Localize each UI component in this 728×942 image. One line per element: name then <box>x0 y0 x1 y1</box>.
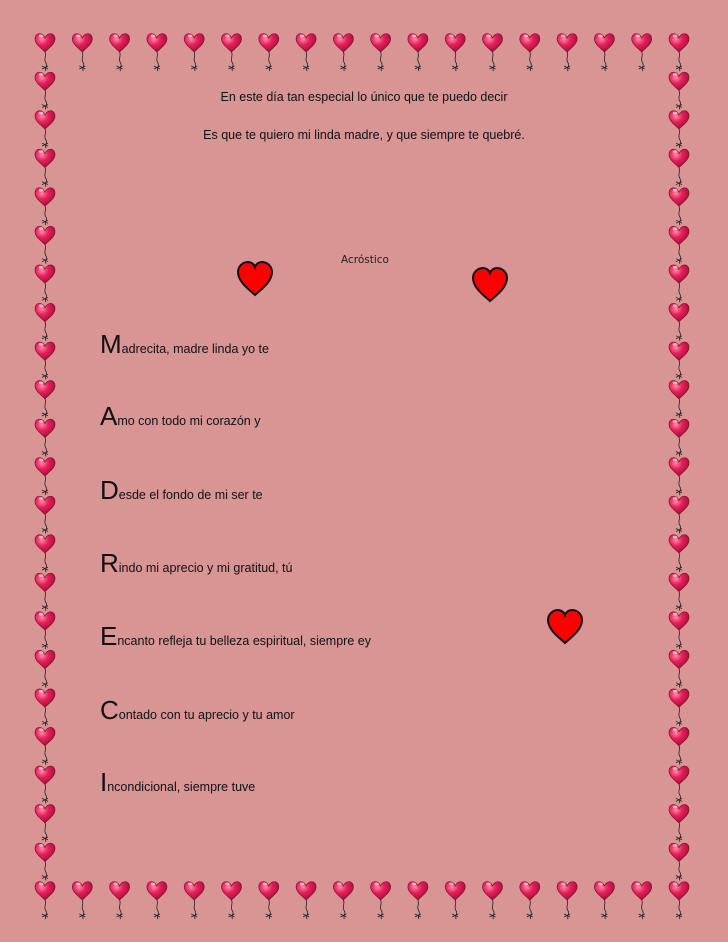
heart-balloon-icon <box>35 419 55 456</box>
heart-balloon-icon <box>669 265 689 302</box>
heart-balloon-icon <box>557 882 577 919</box>
acrostic-text: adrecita, madre linda yo te <box>121 342 269 356</box>
heart-balloon-icon <box>520 34 540 71</box>
acrostic-initial: D <box>100 475 119 505</box>
heart-balloon-icon <box>483 882 503 919</box>
heart-balloon-icon <box>632 882 652 919</box>
heart-balloon-icon <box>35 149 55 186</box>
intro-line-2: Es que te quiero mi linda madre, y que siempre te quebré. <box>203 128 525 142</box>
heart-balloon-icon <box>110 34 130 71</box>
acrostic-line <box>100 769 255 795</box>
acrostic-line <box>100 477 263 503</box>
acrostic-line <box>100 550 292 576</box>
acrostic-line <box>100 403 260 429</box>
acrostic-text: ontado con tu aprecio y tu amor <box>118 708 295 722</box>
heart-balloon-icon <box>333 882 353 919</box>
heart-balloon-icon <box>35 843 55 880</box>
heart-balloon-icon <box>35 34 55 71</box>
acrostic-text: indo mi aprecio y mi gratitud, tú <box>118 561 293 575</box>
heart-balloon-icon <box>35 381 55 418</box>
heart-balloon-icon <box>35 766 55 803</box>
heart-balloon-icon <box>184 882 204 919</box>
heart-balloon-icon <box>669 727 689 764</box>
heart-balloon-icon <box>669 612 689 649</box>
heart-balloon-icon <box>35 689 55 726</box>
acrostic-line <box>100 697 295 723</box>
heart-balloon-icon <box>35 650 55 687</box>
heart-balloon-icon <box>557 34 577 71</box>
heart-balloon-icon <box>333 34 353 71</box>
heart-balloon-icon <box>669 535 689 572</box>
heart-balloon-icon <box>371 882 391 919</box>
heart-balloon-icon <box>222 882 242 919</box>
heart-balloon-icon <box>259 34 279 71</box>
heart-balloon-icon <box>669 342 689 379</box>
heart-balloon-icon <box>184 34 204 71</box>
acrostic-text: ncondicional, siempre tuve <box>107 780 256 794</box>
acrostic-line <box>100 331 269 357</box>
heart-balloon-icon <box>72 34 92 71</box>
heart-balloon-icon <box>669 689 689 726</box>
acrostic-initial: R <box>100 548 119 578</box>
acrostic-initial: C <box>100 695 119 725</box>
acrostic-text: esde el fondo de mi ser te <box>118 488 263 502</box>
heart-balloon-icon <box>669 650 689 687</box>
heart-balloon-icon <box>35 612 55 649</box>
heart-balloon-icon <box>669 419 689 456</box>
heart-balloon-icon <box>35 496 55 533</box>
heart-balloon-icon <box>35 882 55 919</box>
heart-balloon-icon <box>296 34 316 71</box>
heart-balloon-icon <box>669 458 689 495</box>
heart-balloon-icon <box>669 882 689 919</box>
heart-balloon-icon <box>35 805 55 842</box>
heart-icon <box>470 266 510 304</box>
acrostic-line <box>100 623 371 649</box>
heart-balloon-icon <box>669 766 689 803</box>
heart-balloon-icon <box>445 34 465 71</box>
heart-balloon-icon <box>35 265 55 302</box>
heart-balloon-icon <box>594 34 614 71</box>
heart-balloon-icon <box>669 573 689 610</box>
heart-balloon-icon <box>35 188 55 225</box>
subtitle: Acróstico <box>341 254 389 266</box>
heart-balloon-icon <box>35 573 55 610</box>
heart-balloon-icon <box>35 342 55 379</box>
heart-balloon-icon <box>669 843 689 880</box>
heart-icon <box>545 608 585 646</box>
heart-balloon-icon <box>35 458 55 495</box>
heart-balloon-icon <box>445 882 465 919</box>
heart-balloon-icon <box>371 34 391 71</box>
heart-icon <box>235 260 275 298</box>
heart-balloon-icon <box>669 805 689 842</box>
heart-balloon-icon <box>669 226 689 263</box>
heart-balloon-icon <box>408 882 428 919</box>
heart-balloon-icon <box>296 882 316 919</box>
heart-balloon-icon <box>35 303 55 340</box>
heart-balloon-icon <box>632 34 652 71</box>
acrostic-initial: I <box>100 767 108 797</box>
acrostic-initial: E <box>100 621 118 651</box>
heart-balloon-icon <box>35 226 55 263</box>
heart-balloon-icon <box>147 882 167 919</box>
intro-line-1: En este día tan especial lo único que te puedo decir <box>220 90 508 104</box>
acrostic-initial: M <box>100 329 122 359</box>
heart-balloon-icon <box>35 727 55 764</box>
heart-balloon-icon <box>669 149 689 186</box>
heart-balloon-icon <box>222 34 242 71</box>
heart-balloon-icon <box>669 188 689 225</box>
heart-balloon-icon <box>594 882 614 919</box>
heart-balloon-icon <box>669 303 689 340</box>
acrostic-initial: A <box>100 401 118 431</box>
heart-balloon-icon <box>147 34 167 71</box>
heart-balloon-icon <box>72 882 92 919</box>
heart-balloon-icon <box>35 535 55 572</box>
heart-balloon-icon <box>669 381 689 418</box>
heart-balloon-icon <box>669 34 689 71</box>
acrostic-text: mo con todo mi corazón y <box>117 414 261 428</box>
heart-balloon-icon <box>483 34 503 71</box>
acrostic-text: ncanto refleja tu belleza espiritual, siempre ey <box>117 634 371 648</box>
heart-balloon-icon <box>110 882 130 919</box>
heart-balloon-icon <box>408 34 428 71</box>
heart-balloon-icon <box>259 882 279 919</box>
heart-balloon-icon <box>669 496 689 533</box>
heart-balloon-icon <box>520 882 540 919</box>
